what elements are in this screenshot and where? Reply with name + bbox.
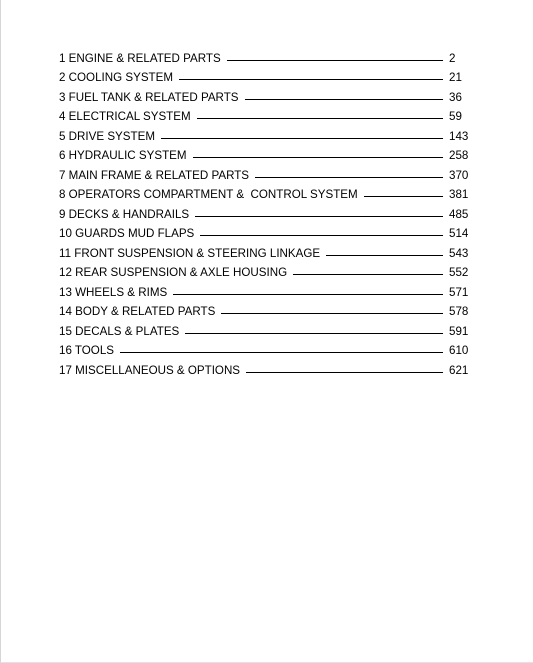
toc-entry-title: 11 FRONT SUSPENSION & STEERING LINKAGE — [59, 246, 321, 260]
toc-entry-title: 13 WHEELS & RIMS — [59, 285, 168, 299]
toc-entry-title: 7 MAIN FRAME & RELATED PARTS — [59, 168, 250, 182]
toc-entry-page: 59 — [449, 110, 462, 123]
toc-entry-page: 2 — [449, 51, 456, 65]
toc-entry-title: 2 COOLING SYSTEM — [59, 71, 174, 84]
toc-leader-line — [200, 235, 443, 236]
toc-entry-page: 485 — [449, 207, 469, 221]
toc-leader-line — [245, 99, 443, 100]
toc-entry-page: 543 — [449, 246, 469, 260]
toc-entry-page: 591 — [449, 324, 469, 338]
toc-entry[interactable] — [59, 201, 471, 221]
toc-entry-title: 15 DECALS & PLATES — [59, 324, 180, 338]
toc-entry-title: 4 ELECTRICAL SYSTEM — [59, 110, 191, 123]
toc-entry[interactable] — [59, 221, 471, 241]
toc-entry-page: 552 — [449, 266, 469, 279]
toc-entry-title: 17 MISCELLANEOUS & OPTIONS — [59, 363, 241, 377]
toc-entry-title: 6 HYDRAULIC SYSTEM — [59, 149, 187, 162]
toc-leader-line — [173, 294, 443, 295]
toc-entry[interactable] — [59, 123, 471, 143]
toc-leader-line — [326, 255, 443, 256]
toc-entry-page: 514 — [449, 227, 469, 240]
toc-entry[interactable] — [59, 182, 471, 202]
toc-leader-line — [227, 60, 443, 61]
toc-leader-line — [120, 352, 443, 353]
toc-entry-title: 3 FUEL TANK & RELATED PARTS — [59, 90, 239, 104]
toc-entry-page: 571 — [449, 285, 469, 299]
toc-entry[interactable] — [59, 104, 471, 124]
toc-entry-title: 14 BODY & RELATED PARTS — [59, 305, 216, 318]
toc-leader-line — [161, 138, 443, 139]
toc-leader-line — [197, 118, 443, 119]
toc-entry-title: 16 TOOLS — [59, 344, 114, 357]
toc-entry[interactable] — [59, 299, 471, 319]
toc-entry-title: 5 DRIVE SYSTEM — [59, 129, 155, 143]
toc-entry-title: 10 GUARDS MUD FLAPS — [59, 227, 195, 240]
toc-entry-page: 381 — [449, 188, 469, 201]
toc-entry-page: 258 — [449, 149, 469, 162]
table-of-contents — [59, 45, 471, 377]
toc-entry[interactable] — [59, 45, 471, 65]
toc-entry-title: 8 OPERATORS COMPARTMENT & CONTROL SYSTEM — [59, 188, 358, 201]
toc-entry-page: 621 — [449, 363, 469, 377]
toc-leader-line — [185, 333, 443, 334]
toc-entry-page: 143 — [449, 129, 469, 143]
toc-entry[interactable] — [59, 143, 471, 163]
toc-entry[interactable] — [59, 357, 471, 377]
toc-entry[interactable] — [59, 260, 471, 280]
toc-leader-line — [193, 157, 443, 158]
toc-leader-line — [179, 79, 443, 80]
toc-leader-line — [255, 177, 443, 178]
toc-entry-page: 21 — [449, 71, 462, 84]
toc-entry-page: 610 — [449, 344, 469, 357]
toc-entry-title: 9 DECKS & HANDRAILS — [59, 207, 190, 221]
toc-entry[interactable] — [59, 318, 471, 338]
toc-entry-page: 370 — [449, 168, 469, 182]
toc-leader-line — [221, 313, 443, 314]
toc-leader-line — [293, 274, 443, 275]
toc-entry[interactable] — [59, 162, 471, 182]
toc-entry[interactable] — [59, 65, 471, 85]
toc-entry-page: 578 — [449, 305, 469, 318]
toc-leader-line — [246, 372, 443, 373]
toc-entry[interactable] — [59, 279, 471, 299]
toc-entry-title: 1 ENGINE & RELATED PARTS — [59, 51, 221, 65]
toc-entry[interactable] — [59, 240, 471, 260]
toc-entry[interactable] — [59, 84, 471, 104]
toc-leader-line — [364, 196, 443, 197]
toc-entry[interactable] — [59, 338, 471, 358]
toc-entry-page: 36 — [449, 90, 462, 104]
toc-entry-title: 12 REAR SUSPENSION & AXLE HOUSING — [59, 266, 288, 279]
toc-leader-line — [195, 216, 443, 217]
